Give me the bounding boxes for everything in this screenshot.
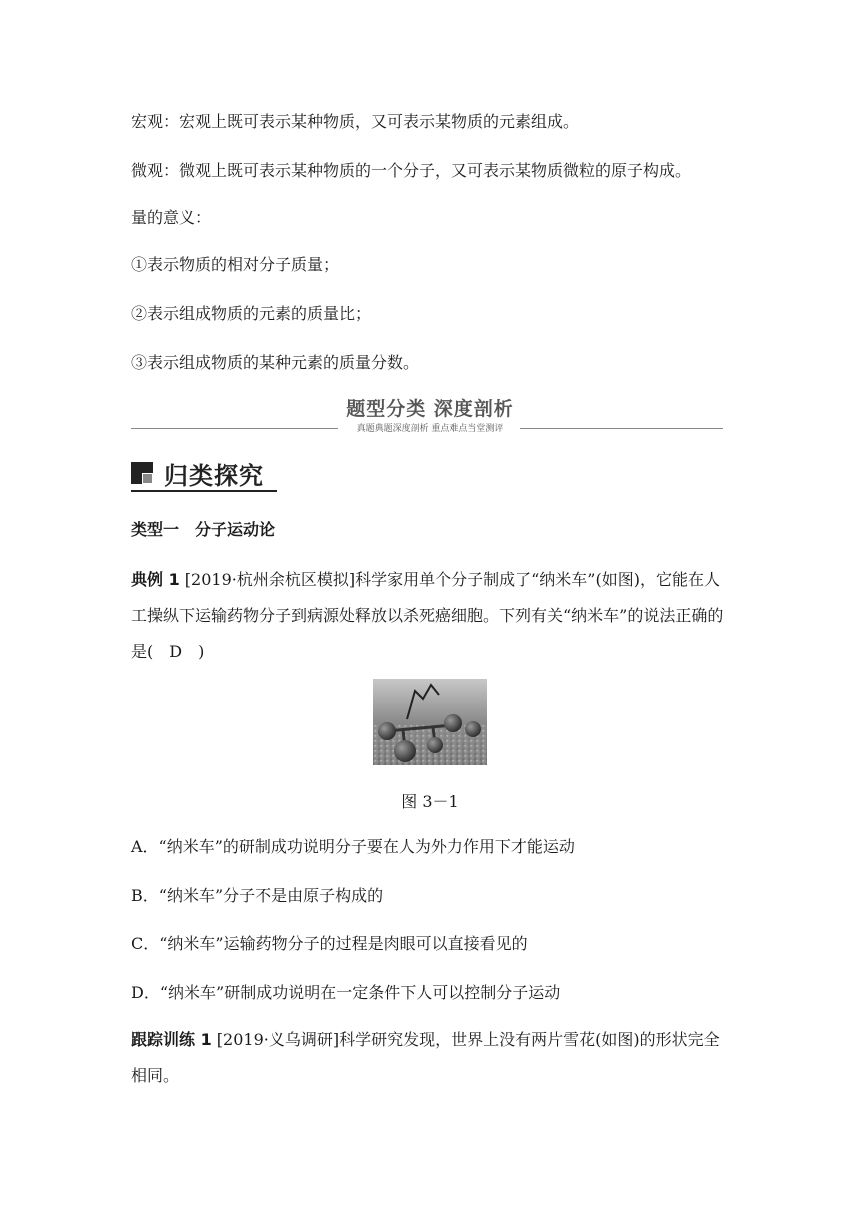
example-paragraph bbox=[131, 562, 735, 670]
practice-label: 跟踪训练 1 bbox=[131, 1030, 212, 1049]
intro-line-item-1: ①表示物质的相对分子质量； bbox=[131, 255, 340, 274]
option-c: C．“纳米车”运输药物分子的过程是肉眼可以直接看见的 bbox=[131, 934, 528, 953]
banner-subtitle bbox=[0, 421, 860, 434]
section-marker-icon bbox=[131, 462, 153, 484]
section-title: 归类探究 bbox=[164, 462, 264, 490]
intro-line-item-3: ③表示组成物质的某种元素的质量分数。 bbox=[131, 353, 420, 372]
intro-line-item-2: ②表示组成物质的元素的质量比； bbox=[131, 304, 372, 323]
type-heading: 类型一 分子运动论 bbox=[131, 520, 276, 539]
option-d: D．“纳米车”研制成功说明在一定条件下人可以控制分子运动 bbox=[131, 983, 561, 1002]
banner-title: 题型分类 深度剖析 bbox=[346, 398, 514, 420]
intro-line-micro: 微观：微观上既可表示某种物质的一个分子，又可表示某物质微粒的原子构成。 bbox=[131, 161, 692, 180]
banner-subtitle-text: 真题典题深度剖析 重点难点当堂测评 bbox=[353, 424, 508, 434]
option-a: A．“纳米车”的研制成功说明分子要在人为外力作用下才能运动 bbox=[131, 837, 575, 856]
example-text: [2019·杭州余杭区模拟]科学家用单个分子制成了“纳米车”(如图)，它能在人工操纵下运输药物分子到病源处释放以杀死癌细胞。下列有关“纳米车”的说法正确的是( D ) bbox=[131, 570, 724, 661]
figure-caption: 图 3－1 bbox=[401, 792, 459, 811]
practice-paragraph bbox=[131, 1022, 735, 1094]
section-underline bbox=[131, 490, 277, 492]
nanocar-figure bbox=[373, 679, 487, 765]
intro-line-quantity: 量的意义： bbox=[131, 208, 212, 227]
option-b: B．“纳米车”分子不是由原子构成的 bbox=[131, 886, 384, 905]
example-label: 典例 1 bbox=[131, 570, 180, 589]
practice-text: [2019·义乌调研]科学研究发现，世界上没有两片雪花(如图)的形状完全相同。 bbox=[131, 1030, 720, 1085]
intro-line-macro: 宏观：宏观上既可表示某种物质，又可表示某物质的元素组成。 bbox=[131, 112, 580, 131]
